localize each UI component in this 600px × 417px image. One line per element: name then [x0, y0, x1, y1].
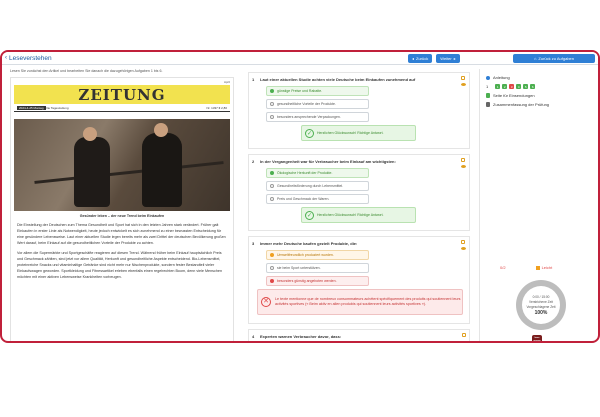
question-text: Laut einer aktuellen Studie achten viele Deutsche beim Einkaufen zunehmend auf — [260, 77, 416, 82]
app-frame — [0, 50, 600, 343]
chevron-left-icon[interactable]: ‹ — [5, 55, 7, 61]
radio-icon — [270, 171, 274, 175]
radio-icon — [270, 89, 274, 93]
navigation-buttons — [408, 54, 460, 63]
feedback-wrong: ✕ Le texte mentionne que de nombreux consommateurs achètent spécifiquement des produits qui soutiennent leurs activités sportives (« Beim aktiv en allen produkts qui soutiennent leurs activités sportives »). — [257, 289, 463, 315]
arrow-left-icon: ◂ — [412, 56, 415, 61]
athlete-left-head — [83, 127, 97, 141]
time-gauge — [516, 280, 566, 330]
gauge-label: Verstrichene Zeit — [529, 299, 553, 304]
newspaper-top: April — [223, 80, 230, 84]
answer-option[interactable]: besonders günstig angeboten werden. — [266, 276, 369, 286]
question-pill[interactable]: 2 — [503, 84, 506, 89]
sidebar — [479, 69, 597, 343]
radio-icon — [270, 279, 274, 283]
question-pill[interactable]: 6 — [531, 84, 534, 89]
answer-option[interactable]: sie beim Sport unterstützen. — [266, 263, 369, 273]
bookmark-icon[interactable] — [462, 333, 466, 337]
answer-option[interactable]: gesundheitliche Vorteile der Produkte. — [266, 99, 369, 109]
feedback-correct: ✓ Herzlichen Glückwunsch! Richtige Antwort. — [301, 207, 416, 223]
gauge-percent: 100% — [534, 309, 548, 316]
check-circle-icon: ✓ — [306, 212, 313, 219]
gauge-sub: Vorgeschlagene Zeit — [526, 304, 556, 309]
newspaper-bar: 2024-4-25 Montag Die Tageszeitung Nr. 1337 € 2,80 — [14, 105, 230, 112]
gauge-time: 0:00 / 15:00 — [532, 294, 550, 299]
instruction-text: Lesen Sie zunächst den Artikel und bearbeiten Sie danach die dazugehörigen Aufgaben 1 bis 6. — [10, 69, 163, 73]
question-text: In der Vergangenheit war für Verbraucher beim Einkauf am wichtigsten: — [260, 159, 396, 164]
bookmark-icon[interactable] — [461, 158, 465, 162]
overview-button[interactable]: ⌂ Zurück zu Aufgaben — [513, 54, 595, 63]
sidebar-item-instructions[interactable]: Anleitung — [486, 73, 597, 82]
bookmark-icon[interactable] — [461, 240, 465, 244]
answer-option[interactable]: besonders ansprechende Verpackungen. — [266, 112, 369, 122]
difficulty-badge: Leicht — [536, 265, 553, 270]
question-card-2: 2 In der Vergangenheit war für Verbraucher beim Einkauf am wichtigsten: Ökologische Herkunft der Produkte. Gesundheitsförderung durch Lebensmittel. Preis und Geschmack der Waren. ✓ Herzlichen Glückwunsch! Richtige Antwort. — [248, 154, 470, 231]
eye-icon[interactable] — [461, 247, 466, 250]
question-pill[interactable]: 3 — [510, 84, 513, 89]
feedback-correct: ✓ Herzlichen Glückwunsch! Richtige Antwort. — [301, 125, 416, 141]
question-card-3: 3 Immer mehr Deutsche kaufen gezielt Produkte, die: Umweltfreundlich produziert wurden. sie beim Sport unterstützen. besonders günstig angeboten werden. ✕ Le texte mentionne que de nombreux consommateurs achètent spécifiquement des produits qui soutiennent leurs activités sportives (« Beim aktiv en allen produkts qui soutiennent leurs activités sportives »). — [248, 236, 470, 324]
athlete-right — [142, 133, 182, 207]
info-icon — [486, 76, 490, 80]
article-pane[interactable] — [10, 77, 234, 343]
question-card-4: 4 Experten warnen Verbraucher davor, dass: — [248, 329, 470, 343]
radio-icon — [270, 102, 274, 106]
brand-logo: learn german — [532, 335, 542, 343]
flag-icon — [536, 266, 540, 270]
prev-button[interactable]: ◂ Zurück — [408, 54, 432, 63]
bookmark-icon[interactable] — [461, 76, 465, 80]
check-circle-icon: ✓ — [306, 130, 313, 137]
arrow-right-icon: ▸ — [453, 56, 456, 61]
next-button[interactable]: Weiter ▸ — [436, 54, 460, 63]
answer-option[interactable]: Umweltfreundlich produziert wurden. — [266, 250, 369, 260]
questions-pane[interactable] — [248, 69, 478, 343]
athlete-left — [74, 137, 110, 207]
topbar — [2, 52, 598, 65]
battle-rope — [34, 161, 223, 184]
photo-caption: Gesünder leben – der neue Trend beim Einkaufen — [79, 214, 165, 218]
score-value: 0/2 — [500, 265, 506, 270]
question-pills — [495, 84, 535, 89]
page-title: ‹ Leseverstehen — [5, 54, 52, 62]
radio-icon — [270, 253, 274, 257]
question-pill[interactable]: 1 — [496, 84, 499, 89]
answer-option[interactable]: Gesundheitsförderung durch Lebensmittel. — [266, 181, 369, 191]
radio-icon — [270, 197, 274, 201]
sidebar-item-summary[interactable]: Zusammenfassung der Prüfung — [486, 100, 597, 109]
answer-option[interactable]: Preis und Geschmack der Waren. — [266, 194, 369, 204]
score-row — [500, 265, 552, 270]
question-pill[interactable]: 5 — [524, 84, 527, 89]
home-icon: ⌂ — [534, 56, 537, 61]
question-pill[interactable]: 4 — [517, 84, 520, 89]
newspaper-masthead: ZEITUNG — [14, 85, 230, 104]
question-card-1: 1 Laut einer aktuellen Studie achten viele Deutsche beim Einkaufen zunehmend auf günstige Preise und Rabatte. gesundheitliche Vorteile der Produkte. besonders ansprechende Verpackungen. ✓ Herzlichen Glückwunsch! Richtige Antwort. — [248, 72, 470, 149]
answer-option[interactable]: günstige Preise und Rabatte. — [266, 86, 369, 96]
article-paragraph: Vor allem die Supermärkte und Sportgeschäfte reagieren auf diesen Trend. Während früher beim Einkauf hauptsächlich Preis und Geschmack zählten, sind jetzt vor allem Qualität, Herkunft und gesundheitliche Aspekte entscheidend. Bio-Lebensmittel, proteinreiche Snacks und vitaminhaltige Getränke sind nicht mehr nur Nischenprodukte, sondern fester Bestandteil vieler Einkaufswagen geworden. Sportkleidung und Fitnessartikel erleben ebenfalls einen regelrechten Boom, denn viele Menschen möchten mit einer aktiven Lebensweise Krankheiten vorbeugen. — [17, 251, 222, 279]
article-paragraph: Die Einstellung der Deutschen zum Thema Gesundheit und Sport hat sich in den letzten Jahren stark verändert. Früher galt Einkaufen in erster Linie als Notwendigkeit, heute jedoch entwickelt es sich zunehmend zu einer bewussten Entscheidung für eine gesündere Lebensweise. Laut einer aktuellen Studie legen bereits mehr als zwei Drittel der deutschen Bevölkerung großen Wert darauf, beim Einkauf auf die gesundheitlichen Vorteile der Produkte zu achten. — [17, 223, 226, 245]
question-text: Experten warnen Verbraucher davor, dass: — [260, 334, 342, 339]
document-icon — [486, 102, 490, 107]
eye-icon[interactable] — [461, 83, 466, 86]
athlete-right-head — [154, 123, 168, 137]
document-icon — [486, 93, 490, 98]
eye-icon[interactable] — [461, 165, 466, 168]
radio-icon — [270, 184, 274, 188]
radio-icon — [270, 266, 274, 270]
close-circle-icon: ✕ — [261, 297, 271, 307]
article-photo — [14, 119, 230, 211]
sidebar-item-submissions[interactable]: Seite für Einsendungen — [486, 91, 597, 100]
question-progress: 1 1 2 3 4 5 6 — [486, 84, 534, 89]
question-text: Immer mehr Deutsche kaufen gezielt Produkte, die: — [260, 241, 358, 246]
answer-option[interactable]: Ökologische Herkunft der Produkte. — [266, 168, 369, 178]
radio-icon — [270, 115, 274, 119]
